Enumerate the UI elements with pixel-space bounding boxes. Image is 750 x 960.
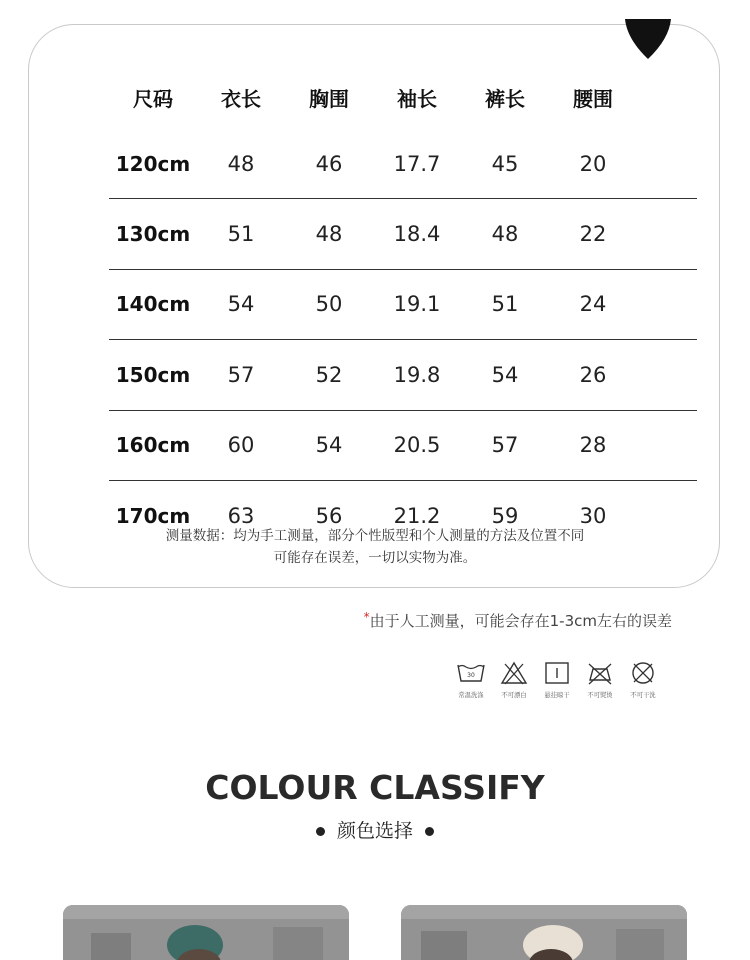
size-cell: 130cm (115, 222, 191, 247)
size-table-header (109, 65, 697, 129)
table-cell: 57 (227, 362, 255, 387)
header-cell: 衣长 (221, 86, 261, 111)
table-cell: 54 (227, 292, 255, 317)
bullet-dot (425, 827, 434, 836)
table-cell: 30 (579, 504, 607, 529)
care-item (581, 660, 618, 700)
care-instructions (452, 660, 661, 700)
product-photo-right[interactable] (401, 905, 687, 960)
care-label: 不可熨烫 (586, 691, 613, 699)
wash-30-icon (456, 660, 486, 686)
no-bleach-icon (499, 660, 529, 686)
table-cell: 48 (315, 222, 343, 247)
table-cell: 21.2 (393, 504, 441, 529)
table-cell: 57 (491, 433, 519, 458)
measurement-note-line2: 可能存在误差，一切以实物为准。 (273, 550, 477, 566)
table-cell: 46 (315, 151, 343, 176)
header-cell: 尺码 (133, 86, 173, 111)
care-label: 悬挂晾干 (543, 691, 570, 699)
measurement-note-line1: 测量数据：均为手工测量，部分个性版型和个人测量的方法及位置不同 (165, 528, 585, 544)
care-item (452, 660, 489, 700)
table-cell: 28 (579, 433, 607, 458)
table-cell: 52 (315, 362, 343, 387)
header-cell: 裤长 (485, 86, 525, 111)
bullet-dot (316, 827, 325, 836)
table-cell: 50 (315, 292, 343, 317)
table-cell: 19.8 (393, 362, 441, 387)
table-cell: 22 (579, 222, 607, 247)
product-photo-left[interactable] (63, 905, 349, 960)
hang-dry-icon (542, 660, 572, 686)
table-cell: 60 (227, 433, 255, 458)
care-item (538, 660, 575, 700)
header-cell: 胸围 (309, 86, 349, 111)
error-note-text: 由于人工测量，可能会存在1-3cm左右的误差 (369, 612, 672, 630)
size-cell: 170cm (115, 504, 191, 529)
asterisk: * (363, 610, 370, 624)
measurement-note (29, 525, 721, 569)
care-label: 不可漂白 (500, 691, 527, 699)
care-label: 常温洗涤 (457, 691, 484, 699)
table-cell: 24 (579, 292, 607, 317)
table-row (109, 270, 697, 340)
table-cell: 51 (227, 222, 255, 247)
table-cell: 54 (491, 362, 519, 387)
header-cell: 腰围 (573, 86, 613, 111)
error-note (364, 610, 672, 631)
table-cell: 59 (491, 504, 519, 529)
size-cell: 150cm (115, 362, 191, 387)
product-photo-graphic (401, 905, 687, 960)
colour-subtitle-text: 颜色选择 (336, 820, 413, 842)
table-cell: 56 (315, 504, 343, 529)
table-cell: 19.1 (393, 292, 441, 317)
table-row (109, 129, 697, 199)
no-tumble-dry-icon (585, 660, 615, 686)
wash-temp-mark: 30 (466, 672, 475, 679)
care-label: 不可干洗 (629, 691, 656, 699)
size-cell: 120cm (115, 151, 191, 176)
size-table (109, 65, 697, 551)
size-chart-card (28, 24, 720, 588)
table-cell: 45 (491, 151, 519, 176)
no-dry-clean-icon (628, 660, 658, 686)
table-cell: 26 (579, 362, 607, 387)
product-photo-graphic (63, 905, 349, 960)
size-cell: 140cm (115, 292, 191, 317)
table-cell: 20 (579, 151, 607, 176)
size-cell: 160cm (115, 433, 191, 458)
location-pin-icon (623, 19, 673, 61)
table-cell: 18.4 (393, 222, 441, 247)
care-item (624, 660, 661, 700)
table-cell: 63 (227, 504, 255, 529)
table-cell: 51 (491, 292, 519, 317)
table-cell: 20.5 (393, 433, 441, 458)
colour-section-title: COLOUR CLASSIFY (205, 768, 545, 807)
table-cell: 54 (315, 433, 343, 458)
care-item (495, 660, 532, 700)
table-cell: 48 (227, 151, 255, 176)
table-row (109, 199, 697, 269)
header-cell: 袖长 (397, 86, 437, 111)
table-row (109, 411, 697, 481)
colour-section-subtitle (0, 816, 750, 843)
table-row (109, 340, 697, 410)
table-cell: 17.7 (393, 151, 441, 176)
table-cell: 48 (491, 222, 519, 247)
